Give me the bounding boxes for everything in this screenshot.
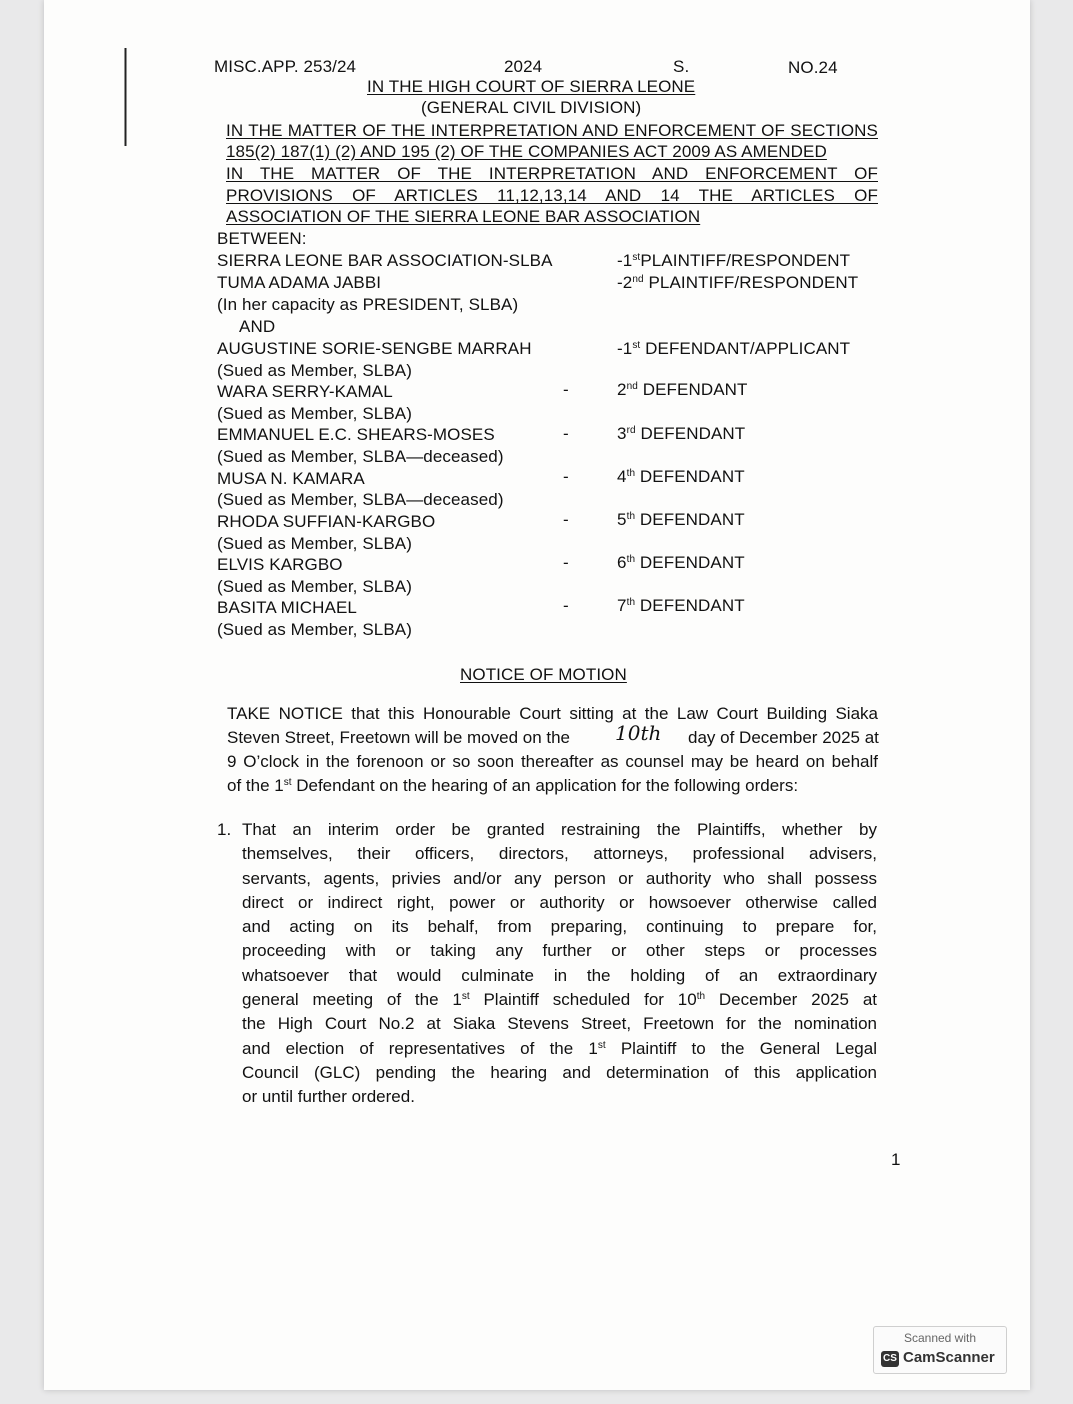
notice-line-4: of the 1st Defendant on the hearing of an application for the following orders:: [227, 776, 799, 795]
notice-paragraph: [227, 702, 878, 798]
page-number: 1: [891, 1150, 901, 1169]
defendant-6-note: (Sued as Member, SLBA): [217, 577, 412, 596]
defendant-7-role: 7th DEFENDANT: [617, 596, 745, 615]
matter-line-2: 185(2) 187(1) (2) AND 195 (2) OF THE COMPANIES ACT 2009 AS AMENDED: [226, 142, 827, 161]
matter-line-3: IN THE MATTER OF THE INTERPRETATION AND ENFORCEMENT OF: [226, 164, 878, 183]
camscanner-name: CamScanner: [903, 1349, 995, 1366]
court-title: IN THE HIGH COURT OF SIERRA LEONE: [367, 77, 696, 96]
defendant-6-role: 6th DEFENDANT: [617, 553, 745, 572]
plaintiff-2-role: -2nd PLAINTIFF/RESPONDENT: [617, 273, 859, 292]
order-1-line: servants, agents, privies and/or any person or authority who shall possess: [242, 868, 877, 888]
order-1-text: [242, 818, 877, 1110]
matter-line-4: PROVISIONS OF ARTICLES 11,12,13,14 AND 14 THE ARTICLES OF: [226, 186, 878, 205]
defendant-7-dash: -: [563, 596, 569, 615]
notice-line-1: TAKE NOTICE that this Honourable Court sitting at the Law Court Building Siaka: [227, 704, 878, 723]
plaintiff-2-note: (In her capacity as PRESIDENT, SLBA): [217, 295, 519, 314]
order-1-line: general meeting of the 1st Plaintiff scheduled for 10th December 2025 at: [242, 990, 877, 1010]
defendant-4-dash: -: [563, 467, 569, 486]
scanned-with-label: Scanned with: [903, 1331, 977, 1345]
defendant-1-note: (Sued as Member, SLBA): [217, 361, 412, 380]
plaintiff-1-name: SIERRA LEONE BAR ASSOCIATION-SLBA: [217, 251, 553, 270]
margin-pen-mark: [124, 48, 127, 146]
order-1-line: whatsoever that would culminate in the holding of an extraordinary: [242, 965, 877, 985]
defendant-4-note: (Sued as Member, SLBA—deceased): [217, 490, 504, 509]
and-label: AND: [239, 317, 276, 336]
plaintiff-2-name: TUMA ADAMA JABBI: [217, 273, 382, 292]
defendant-5-note: (Sued as Member, SLBA): [217, 534, 412, 553]
defendant-6-dash: -: [563, 553, 569, 572]
camscanner-watermark: [873, 1326, 1007, 1374]
order-1-line: and election of representatives of the 1st Plaintiff to the General Legal: [242, 1038, 877, 1058]
defendant-5-role: 5th DEFENDANT: [617, 510, 745, 529]
defendant-4-role: 4th DEFENDANT: [617, 467, 745, 486]
defendant-2-note: (Sued as Member, SLBA): [217, 404, 412, 423]
defendant-4-name: MUSA N. KAMARA: [217, 469, 365, 488]
defendant-3-dash: -: [563, 424, 569, 443]
notice-line-2: Steven Street, Freetown will be moved on the day of December 2025 at: [227, 728, 879, 747]
matter-line-5: ASSOCIATION OF THE SIERRA LEONE BAR ASSOCIATION: [226, 207, 701, 226]
defendant-5-dash: -: [563, 510, 569, 529]
case-s: S.: [673, 57, 690, 76]
between-label: BETWEEN:: [217, 229, 307, 248]
order-1-number: 1.: [217, 820, 232, 839]
notice-title: NOTICE OF MOTION: [460, 665, 627, 684]
case-number: MISC.APP. 253/24: [214, 57, 357, 76]
order-1-line: or until further ordered.: [242, 1087, 415, 1107]
defendant-1-role: -1st DEFENDANT/APPLICANT: [617, 339, 851, 358]
defendant-6-name: ELVIS KARGBO: [217, 555, 343, 574]
defendant-1-name: AUGUSTINE SORIE-SENGBE MARRAH: [217, 339, 532, 358]
defendant-3-role: 3rd DEFENDANT: [617, 424, 746, 443]
defendant-3-name: EMMANUEL E.C. SHEARS-MOSES: [217, 425, 495, 444]
order-1-line: That an interim order be granted restraining the Plaintiffs, whether by: [242, 820, 877, 839]
defendant-5-name: RHODA SUFFIAN-KARGBO: [217, 512, 436, 531]
defendant-2-name: WARA SERRY-KAMAL: [217, 382, 393, 401]
order-1-line: and acting on its behalf, from preparing, continuing to prepare for,: [242, 917, 877, 937]
case-no: NO.24: [788, 58, 838, 77]
notice-line-3: 9 O’clock in the forenoon or so soon thereafter as counsel may be heard on behalf: [227, 752, 878, 771]
matter-line-1: IN THE MATTER OF THE INTERPRETATION AND ENFORCEMENT OF SECTIONS: [226, 121, 878, 140]
court-division: (GENERAL CIVIL DIVISION): [421, 98, 642, 117]
defendant-3-note: (Sued as Member, SLBA—deceased): [217, 447, 504, 466]
defendant-7-name: BASITA MICHAEL: [217, 598, 357, 617]
handwritten-date: 10th: [615, 721, 662, 745]
defendant-2-role: 2nd DEFENDANT: [617, 380, 748, 399]
order-1-line: proceeding with or taking any further or other steps or processes: [242, 941, 877, 961]
order-1-line: themselves, their officers, directors, attorneys, professional advisers,: [242, 844, 877, 864]
order-1-line: the High Court No.2 at Siaka Stevens Street, Freetown for the nomination: [242, 1014, 877, 1034]
order-1-line: Council (GLC) pending the hearing and determination of this application: [242, 1062, 877, 1082]
case-year: 2024: [504, 57, 543, 76]
order-1-line: direct or indirect right, power or authority or howsoever otherwise called: [242, 892, 877, 912]
defendant-7-note: (Sued as Member, SLBA): [217, 620, 412, 639]
plaintiff-1-role: -1stPLAINTIFF/RESPONDENT: [617, 251, 851, 270]
camscanner-logo-icon: CS: [881, 1351, 899, 1367]
defendant-2-dash: -: [563, 380, 569, 399]
